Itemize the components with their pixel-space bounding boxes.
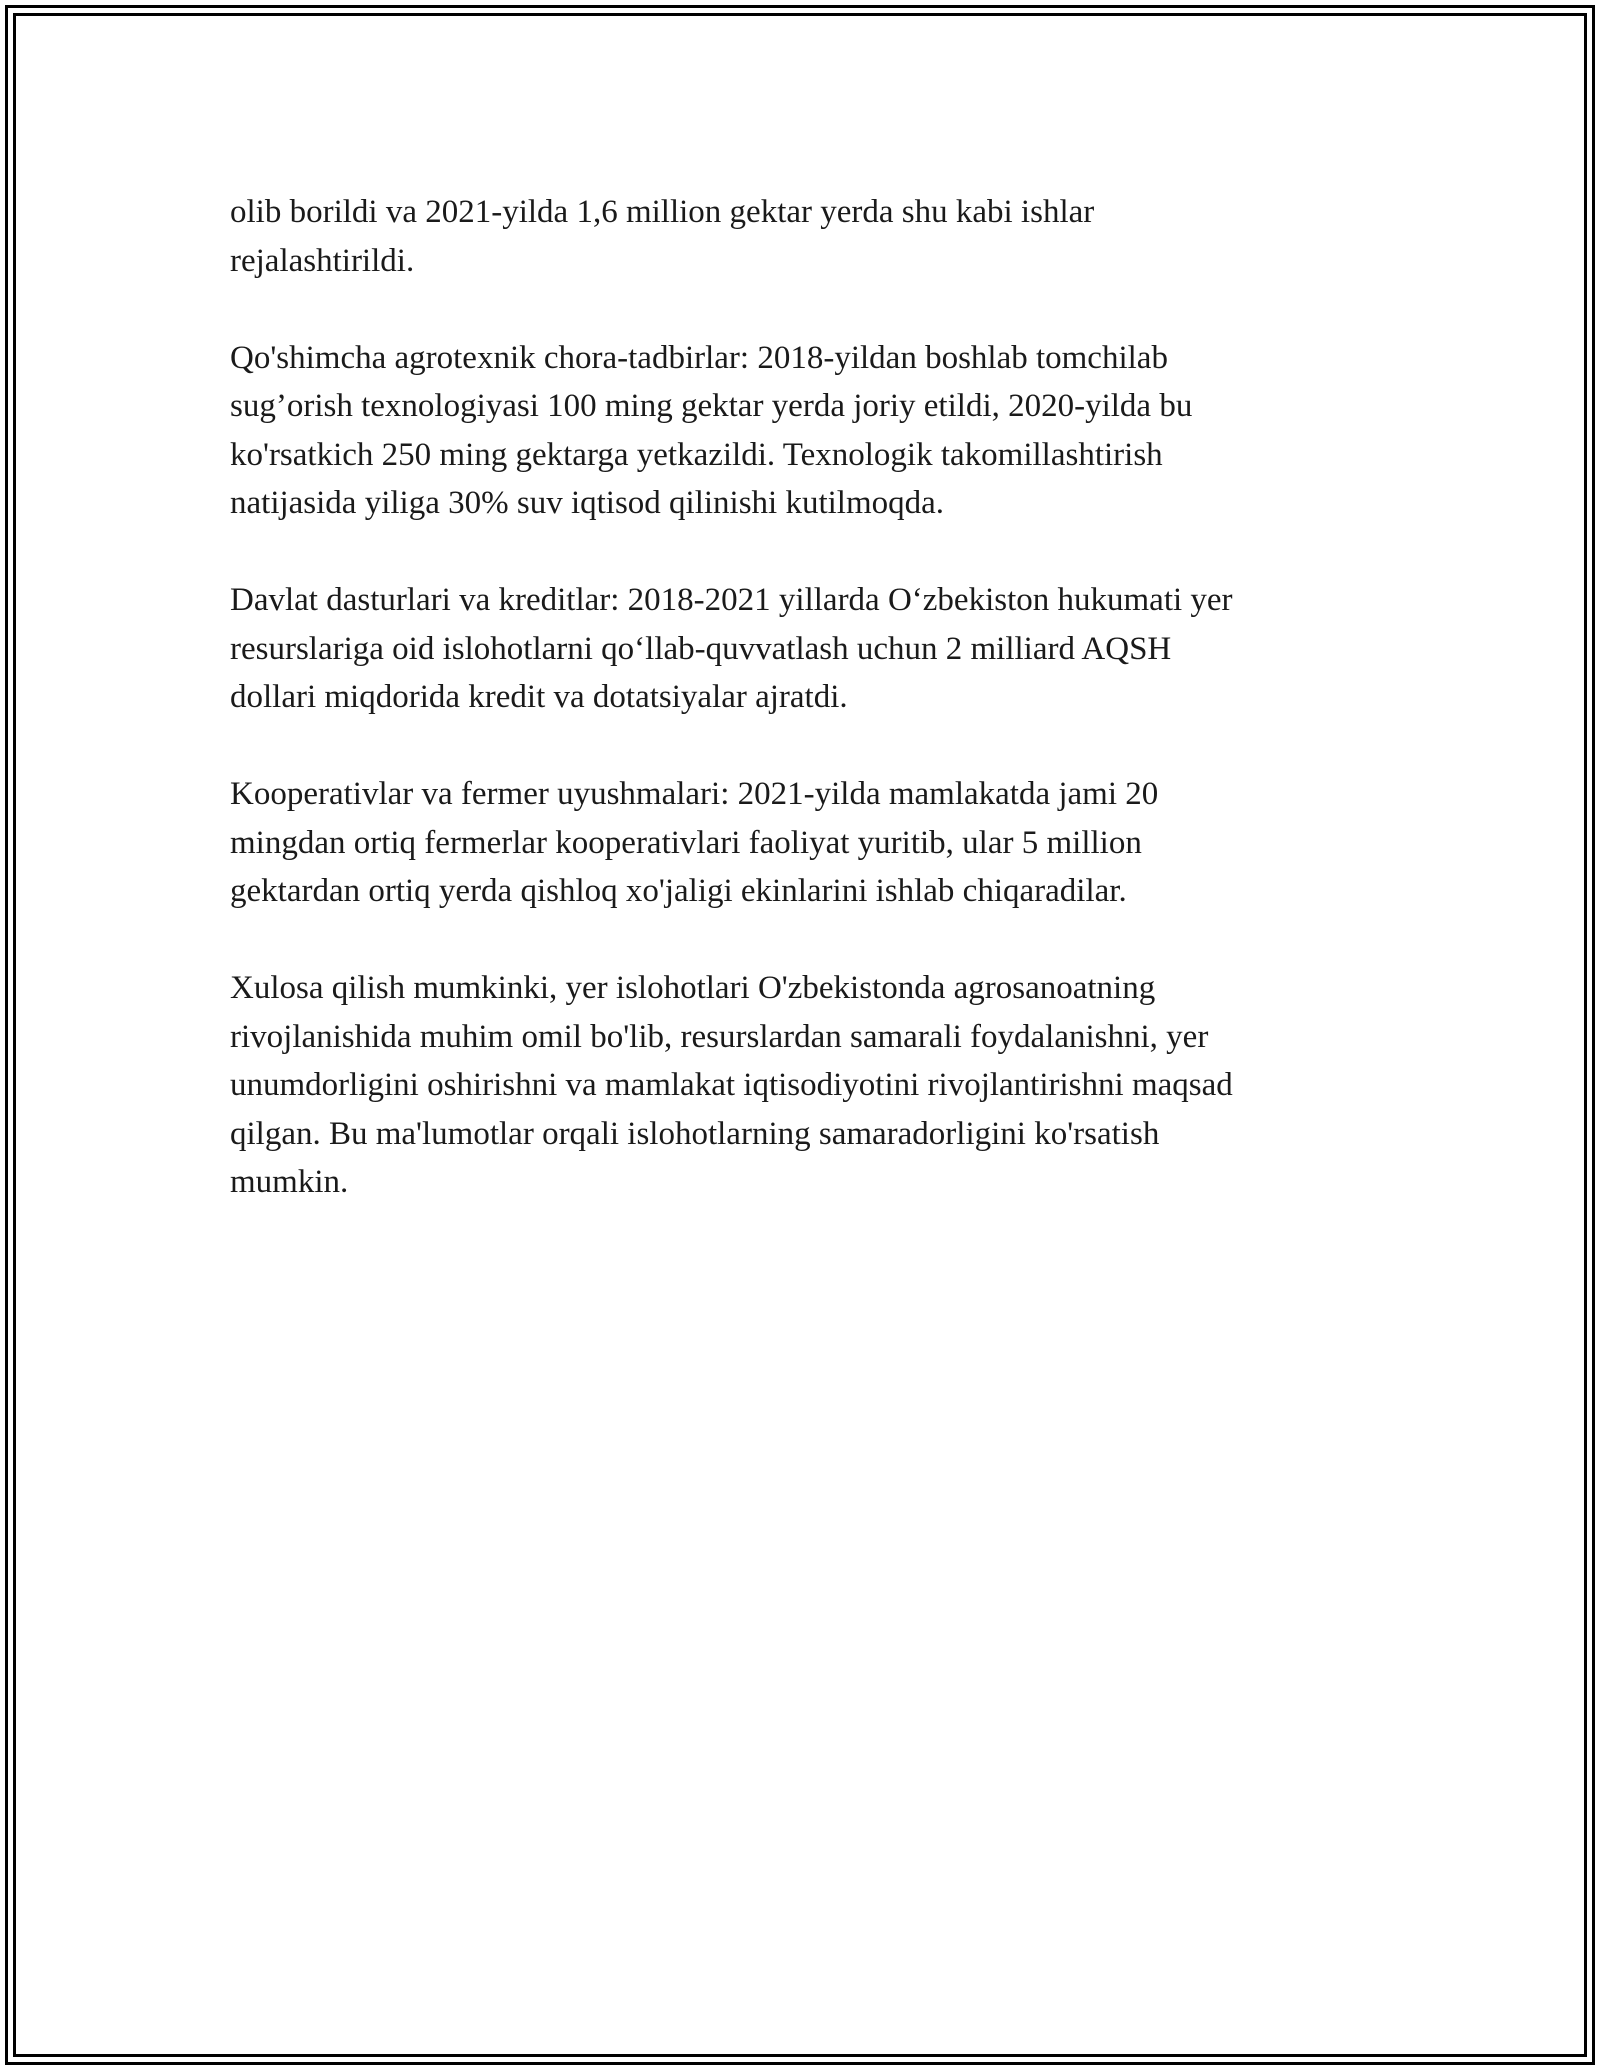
paragraph-conclusion: Xulosa qilish mumkinki, yer islohotlari O'zbekistonda agrosanoatning rivojlanishida muhim omil bo'lib, resurslardan samarali foydalanishni, yer unumdorligini oshirishni va mamlakat iqtisodiyotini rivojlantirishni maqsad qilgan. Bu ma'lumotlar orqali islohotlarning samaradorligini ko'rsatish mumkin. [230, 970, 1233, 1200]
document-body [230, 188, 1370, 1207]
paragraph-cooperatives: Kooperativlar va fermer uyushmalari: 2021-yilda mamlakatda jami 20 mingdan ortiq fermerlar kooperativlari faoliyat yuritib, ular 5 million gektardan ortiq yerda qishloq xo'jaligi ekinlarini ishlab chiqaradilar. [230, 776, 1159, 909]
paragraph-agrotechnical-measures: Qo'shimcha agrotexnik chora-tadbirlar: 2018-yildan boshlab tomchilab sug’orish texnologiyasi 100 ming gektar yerda joriy etildi, 2020-yilda bu ko'rsatkich 250 ming gektarga yetkazildi. Texnologik takomillashtirish natijasida yiliga 30% suv iqtisod qilinishi kutilmoqda. [230, 339, 1193, 521]
paragraph-continuation: olib borildi va 2021-yilda 1,6 million gektar yerda shu kabi ishlar rejalashtirildi. [230, 194, 1095, 279]
paragraph-state-programs-credits: Davlat dasturlari va kreditlar: 2018-2021 yillarda O‘zbekiston hukumati yer resurslariga oid islohotlarni qo‘llab-quvvatlash uchun 2 milliard AQSH dollari miqdorida kredit va dotatsiyalar ajratdi. [230, 582, 1233, 715]
